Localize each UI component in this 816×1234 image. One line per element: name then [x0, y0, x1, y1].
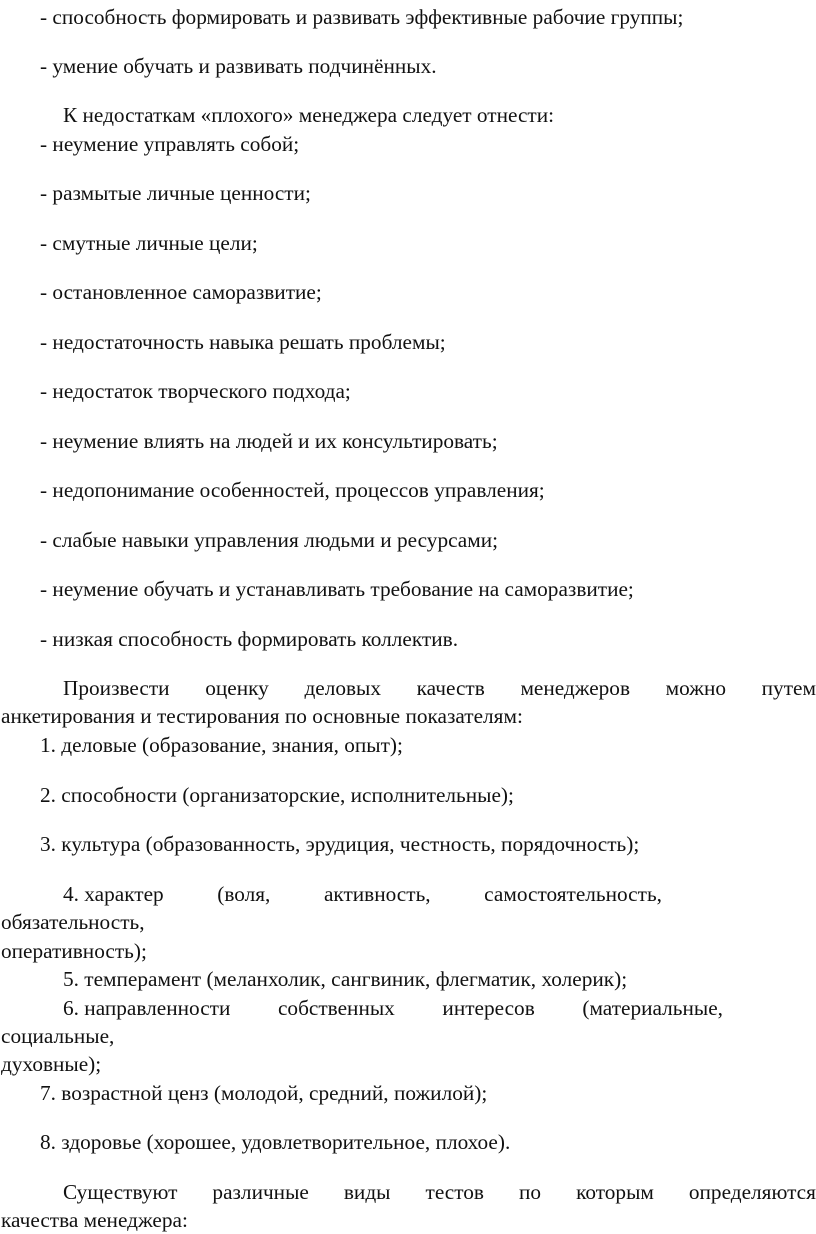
tests-intro-second-line: качества менеджера:	[1, 1208, 188, 1232]
assessment-intro-second-line: анкетирования и тестирования по основные показателям:	[1, 704, 523, 728]
bad-manager-item: - неумение управлять собой;	[40, 132, 300, 156]
bad-manager-item: - остановленное саморазвитие;	[40, 280, 322, 304]
assessment-criterion: 2. способности (организаторские, исполнительные);	[40, 783, 514, 807]
bad-manager-item: - недостаточность навыка решать проблемы;	[40, 330, 446, 354]
assessment-intro-first-line: Произвести оценку деловых качеств менеджеров можно путем	[63, 676, 816, 700]
bad-manager-item: - смутные личные цели;	[40, 231, 258, 255]
assessment-criterion-continuation: духовные);	[1, 1052, 102, 1076]
assessment-criterion-continuation: социальные,	[1, 1024, 115, 1048]
assessment-criterion: 8. здоровье (хорошее, удовлетворительное, плохое).	[40, 1130, 511, 1154]
assessment-criterion-continuation: обязательность,	[1, 910, 145, 934]
bad-manager-item: - недопонимание особенностей, процессов управления;	[40, 478, 545, 502]
bad-manager-item: - слабые навыки управления людьми и ресурсами;	[40, 528, 499, 552]
tests-intro-first-line: Существуют различные виды тестов по которым определяются	[63, 1180, 816, 1204]
assessment-criterion: 1. деловые (образование, знания, опыт);	[40, 733, 403, 757]
bad-manager-item: - низкая способность формировать коллектив.	[40, 627, 459, 651]
bad-manager-item: - недостаток творческого подхода;	[40, 379, 351, 403]
managers-quality-line: - умение обучать и развивать подчинённых.	[40, 54, 437, 78]
assessment-criterion-character: 4. характер (воля, активность, самостоятельность,	[63, 882, 662, 906]
bad-manager-item: - неумение обучать и устанавливать требование на саморазвитие;	[40, 577, 634, 601]
assessment-criterion-continuation: оперативность);	[1, 939, 147, 963]
assessment-criterion-interests: 6. направленности собственных интересов (материальные,	[63, 996, 723, 1020]
assessment-criterion: 3. культура (образованность, эрудиция, честность, порядочность);	[40, 832, 640, 856]
managers-quality-line: - способность формировать и развивать эффективные рабочие группы;	[40, 5, 684, 29]
assessment-criterion: 7. возрастной ценз (молодой, средний, пожилой);	[40, 1081, 488, 1105]
assessment-criterion: 5. темперамент (меланхолик, сангвиник, флегматик, холерик);	[63, 967, 628, 991]
bad-manager-item: - размытые личные ценности;	[40, 181, 311, 205]
bad-manager-heading: К недостаткам «плохого» менеджера следует отнести:	[63, 103, 555, 127]
bad-manager-item: - неумение влиять на людей и их консультировать;	[40, 429, 498, 453]
